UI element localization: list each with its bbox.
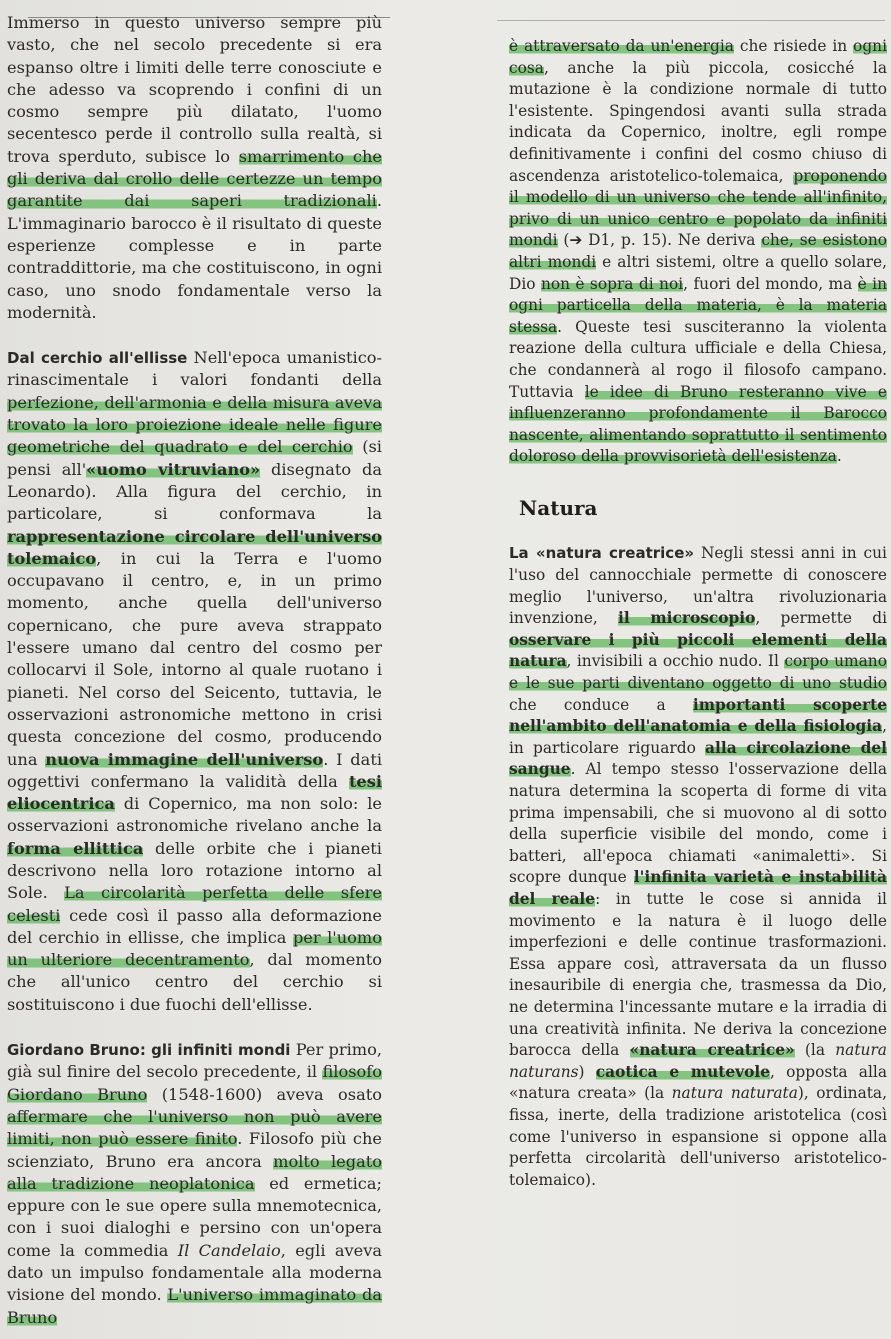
text: , invisibili a occhio nudo. Il — [566, 652, 785, 671]
highlight: è attraversato da un'energia — [509, 37, 734, 55]
highlight: proponendo il modello di un universo che tende all'infinito, privo di un unico centro e popolato da infiniti mondi — [509, 166, 887, 250]
text: . L'immaginario barocco è il risultato di queste esperienze complesse e in parte contraddittorie, ma che costituiscono, in ogni caso, uno snodo fondamentale verso la modernità. — [7, 191, 382, 322]
highlight: che, se esistono altri mondi — [509, 231, 887, 271]
highlight: «natura creatrice» — [629, 1041, 795, 1060]
text: , in particolare riguardo — [509, 717, 887, 757]
text: , fuori del mondo, ma — [683, 274, 858, 293]
highlight: smarrimento che gli deriva dal crollo delle certezze un tempo garantite dai saperi tradizionali — [7, 146, 382, 211]
text: (1548-1600) aveva osato — [147, 1084, 382, 1104]
highlight: caotica e mutevole — [595, 1062, 771, 1081]
highlight: «uomo vitruviano» — [86, 459, 261, 479]
text: . — [836, 447, 842, 466]
highlight: ogni cosa — [509, 37, 887, 77]
bruno-continuation-paragraph — [509, 36, 887, 468]
text: disegnato da Leonardo). Alla figura del cerchio, in particolare, si conformava la — [7, 459, 382, 524]
latin-term: natura naturans — [509, 1041, 887, 1081]
highlight: per l'uomo un ulteriore decentramento — [7, 927, 382, 970]
text: Nell'epoca umanistico-rinascimentale i valori fondanti della — [7, 348, 382, 390]
text: che risiede in — [733, 37, 854, 55]
text: (➔ D1, p. 15). Ne deriva — [557, 231, 762, 250]
text: che conduce a — [509, 695, 693, 714]
highlight: alla circolazione del sangue — [509, 738, 887, 779]
highlight: non è sopra di noi — [540, 274, 684, 293]
latin-term: natura naturata — [671, 1084, 798, 1103]
text: , egli aveva dato un impulso fondamentale alla moderna visione del mondo. — [7, 1240, 382, 1305]
highlight: tesi eliocentrica — [7, 771, 382, 814]
text: . I dati oggettivi confermano la validità della — [7, 749, 382, 791]
subheading-cerchio: Dal cerchio all'ellisse — [7, 349, 188, 368]
highlight: nuova immagine dell'universo — [45, 749, 324, 769]
text: , opposta alla «natura creata» (la — [509, 1062, 888, 1103]
cerchio-paragraph — [7, 347, 382, 1016]
text: ) — [578, 1062, 596, 1081]
highlight: le idee di Bruno resteranno vive e influenzeranno profondamente il Barocco nascente, alimentando soprattutto il sentimento doloroso della provvisorietà dell'esistenza — [509, 382, 887, 466]
natura-paragraph — [509, 543, 887, 1191]
left-column — [7, 12, 382, 1329]
text: di Copernico, ma non solo: le osservazioni astronomiche rivelano anche la — [7, 794, 382, 836]
text: . Queste tesi susciteranno la violenta reazione della cultura ufficiale e della Chiesa, che condannerà al rogo il filosofo campano. Tuttavia — [509, 317, 887, 401]
text: . Filosofo più che scienziato, Bruno era ancora — [7, 1129, 382, 1171]
section-title-natura: Natura — [519, 495, 598, 520]
highlight: il microscopio — [617, 609, 756, 628]
text: , in cui la Terra e l'uomo occupavano il centro, e, in un primo momento, anche quella dell'universo copernicano, che pure aveva strappato l'essere umano dal centro del cosmo per collocarvi il Sole, intorno al quale ruotano i pianeti. Nel corso del Seicento, tuttavia, le osservazioni astronomiche mettono in crisi questa concezione del cosmo, producendo una — [7, 548, 382, 769]
highlight: perfezione, dell'armonia e della misura aveva trovato la loro proiezione ideale nelle figure geometriche del quadrato e del cerchio — [7, 392, 382, 457]
highlight: La circolarità perfetta delle sfere celesti — [7, 883, 382, 925]
text: delle orbite che i pianeti descrivono nella loro rotazione intorno al Sole. — [7, 838, 382, 903]
right-column — [509, 36, 887, 1191]
text: e altri sistemi, oltre a quello solare, Dio — [509, 252, 887, 293]
highlight: affermare che l'universo non può avere limiti, non può essere finito — [7, 1106, 382, 1149]
highlight: importanti scoperte nell'ambito dell'anatomia e della fisiologia — [509, 695, 887, 736]
text: Negli stessi anni in cui l'uso del cannocchiale permette di conoscere meglio l'universo, un'altra rivoluzionaria invenzione, — [509, 544, 887, 628]
highlight: rappresentazione circolare dell'universo tolemaico — [7, 526, 382, 568]
text: Immerso in questo universo sempre più vasto, che nel secolo precedente si era espanso oltre i limiti delle terre conosciute e che adesso va scoprendo i confini di un cosmo sempre più dilatato, l'uomo secentesco perde il controllo sulla realtà, si trova sperduto, subisce lo — [7, 13, 382, 166]
subheading-natura: La «natura creatrice» — [509, 544, 695, 563]
bruno-paragraph — [7, 1039, 382, 1329]
highlight: forma ellittica — [7, 838, 144, 858]
text: : in tutte le cose si annida il movimento e la natura è il luogo delle imperfezioni e delle continue trasformazioni. Essa appare così, attraversata da un flusso inesauribile di energia che, trasmessa da Dio, ne determina l'incessante mutare e la irradia di una creatività infinita. Ne deriva la concezione barocca della — [509, 889, 887, 1060]
text: ed ermetica; eppure con le sue opere sulla mnemotecnica, con i suoi dialoghi e persino con un'opera come la commedia — [7, 1173, 382, 1260]
text: (si pensi all' — [7, 437, 382, 479]
text: ), ordinata, fissa, inerte, della tradizione aristotelica (così come l'universo in espansione si oppone alla perfetta circolarità dell'universo aristotelico-tolemaico). — [509, 1084, 887, 1189]
text: , dal momento che all'unico centro del cerchio si sostituiscono i due fuochi dell'ellisse. — [7, 950, 382, 1014]
text: (la — [794, 1041, 836, 1060]
highlight: l'infinita varietà e instabilità del reale — [509, 868, 888, 908]
highlight: filosofo Giordano Bruno — [7, 1062, 382, 1104]
highlight: osservare i più piccoli elementi della natura — [509, 630, 887, 671]
text: , permette di — [755, 609, 888, 628]
subheading-bruno: Giordano Bruno: gli infiniti mondi — [7, 1041, 291, 1060]
intro-paragraph — [7, 12, 382, 324]
highlight: molto legato alla tradizione neoplatonica — [7, 1151, 382, 1193]
text: Per primo, già sul finire del secolo precedente, il — [7, 1040, 383, 1082]
text: , anche la più piccola, cosicché la mutazione è la condizione normale di tutto l'esistente. Spingendosi avanti sulla strada indicata da Copernico, inoltre, egli rompe definitivamente i confini del cosmo chiuso di ascendenza aristotelico-tolemaica, — [509, 58, 887, 185]
highlight: corpo umano e le sue parti diventano oggetto di uno studio — [509, 652, 887, 693]
highlight: è in ogni particella della materia, è la materia stessa — [509, 274, 887, 336]
text: cede così il passo alla deformazione del cerchio in ellisse, che implica — [7, 905, 382, 947]
highlight: L'universo immaginato da Bruno — [7, 1285, 382, 1327]
text: . Al tempo stesso l'osservazione della natura determina la scoperta di forme di vita prima impensabili, che si muovono al di sotto della superficie visibile del mondo, come i batteri, all'epoca chiamati «animaletti». Si scopre dunque — [509, 760, 887, 887]
top-rule-right — [497, 20, 885, 21]
work-title: Il Candelaio — [177, 1240, 281, 1260]
